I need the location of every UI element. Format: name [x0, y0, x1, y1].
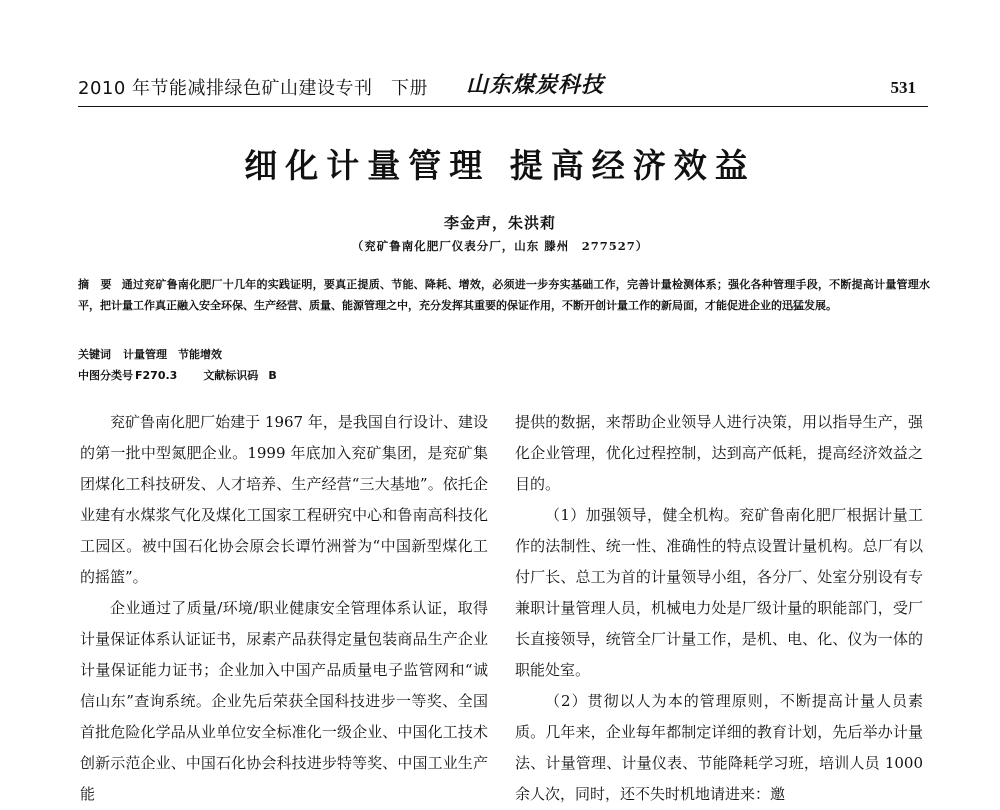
doc-label: 文献标识码	[203, 369, 259, 382]
clc-label: 中图分类号	[78, 369, 133, 382]
running-header	[78, 68, 928, 102]
keywords-text: 计量管理 节能增效	[123, 348, 222, 361]
clc-value: F270.3	[135, 369, 178, 382]
abstract	[78, 274, 930, 316]
doc-value: B	[268, 369, 277, 382]
body-paragraph: 兖矿鲁南化肥厂始建于 1967 年，是我国自行设计、建设的第一批中型氮肥企业。1999 年底加入兖矿集团，是兖矿集团煤化工科技研发、人才培养、生产经营“三大基地”。依托企业建有水煤浆气化及煤化工国家工程研究中心和鲁南高科技化工园区。被中国石化协会原会长谭竹洲誉为“中国新型煤化工的摇篮”。	[80, 413, 488, 586]
journal-issue: 2010 年节能减排绿色矿山建设专刊 下册	[78, 78, 429, 99]
keywords	[78, 344, 930, 365]
body-column-left	[80, 407, 488, 810]
keywords-label: 关键词	[78, 348, 111, 361]
author-affiliation: （兖矿鲁南化肥厂仪表分厂，山东 滕州 277527）	[351, 239, 649, 253]
body-paragraph: （1）加强领导，健全机构。兖矿鲁南化肥厂根据计量工作的法制性、统一性、准确性的特点设置计量机构。总厂有以付厂长、总工为首的计量领导小组，各分厂、处室分别设有专兼职计量管理人员，机械电力处是厂级计量的职能部门，受厂长直接领导，统管全厂计量工作，是机、电、化、仪为一体的职能处室。	[515, 506, 923, 679]
journal-logo: 山东煤炭科技	[466, 72, 605, 98]
abstract-label: 摘 要	[78, 278, 112, 291]
article-title: 细化计量管理 提高经济效益	[244, 146, 756, 185]
body-column-right	[515, 407, 923, 810]
body-paragraph: 企业通过了质量/环境/职业健康安全管理体系认证，取得计量保证体系认证证书，尿素产品获得定量包装商品生产企业计量保证能力证书；企业加入中国产品质量电子监管网和“诚信山东”查询系统。企业先后荣获全国科技进步一等奖、全国首批危险化学品从业单位安全标准化一级企业、中国化工技术创新示范企业、中国石化协会科技进步特等奖、中国工业生产能	[80, 599, 488, 803]
article-authors: 李金声，朱洪莉	[443, 214, 556, 232]
body-paragraph: （2）贯彻以人为本的管理原则，不断提高计量人员素质。几年来，企业每年都制定详细的教育计划，先后举办计量法、计量管理、计量仪表、节能降耗学习班，培训人员 1000 余人次，同时，还不失时机地请进来：邀	[515, 692, 923, 803]
abstract-text: 通过兖矿鲁南化肥厂十几年的实践证明，要真正提质、节能、降耗、增效，必须进一步夯实基础工作，完善计量检测体系；强化各种管理手段，不断提高计量管理水平，把计量工作真正融入安全环保、生产经营、质量、能源管理之中，充分发挥其重要的保证作用，不断开创计量工作的新局面，才能促进企业的迅猛发展。	[78, 278, 931, 312]
header-rule	[78, 106, 928, 107]
classification	[78, 365, 930, 386]
body-paragraph: 提供的数据，来帮助企业领导人进行决策，用以指导生产，强化企业管理，优化过程控制，达到高产低耗，提高经济效益之目的。	[515, 413, 923, 493]
page-number: 531	[890, 78, 916, 97]
